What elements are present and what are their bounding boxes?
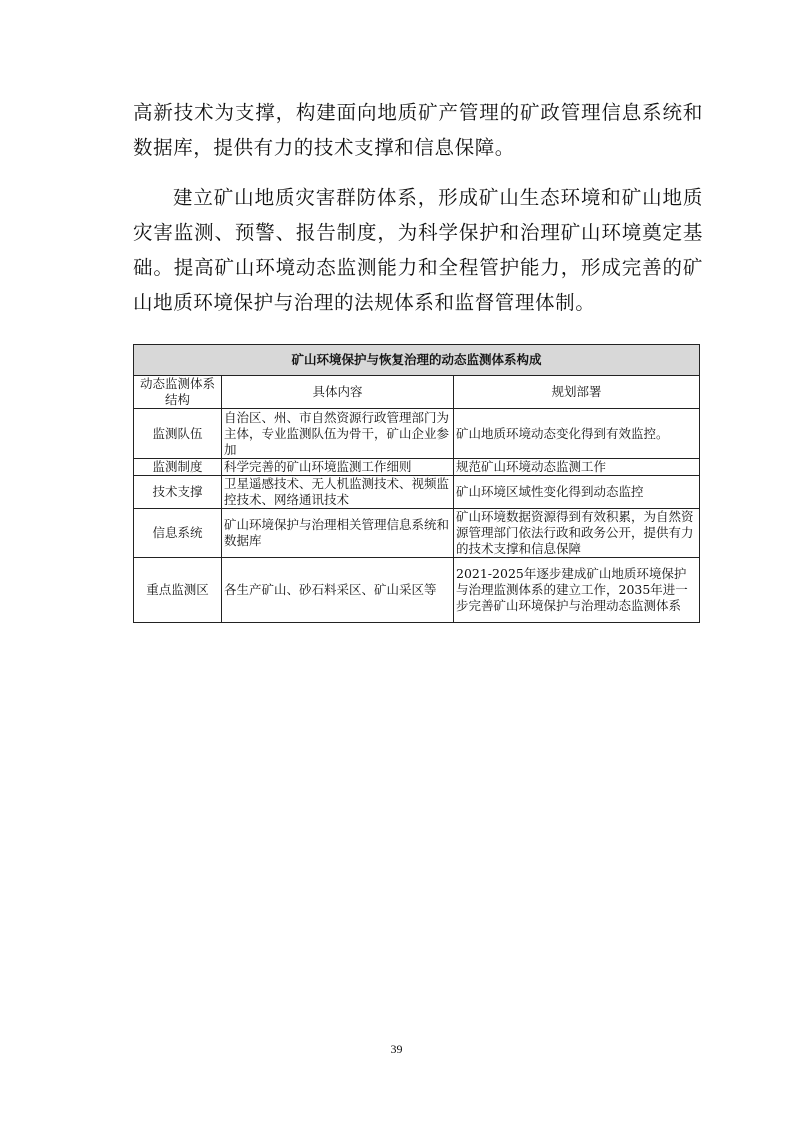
paragraph-1: 高新技术为支撑，构建面向地质矿产管理的矿政管理信息系统和数据库，提供有力的技术支撑和信息保障。 <box>133 101 703 159</box>
row-planning: 矿山地质环境动态变化得到有效监控。 <box>454 409 700 459</box>
row-content: 科学完善的矿山环境监测工作细则 <box>222 459 454 476</box>
table-row <box>134 509 700 558</box>
table-caption: 矿山环境保护与恢复治理的动态监测体系构成 <box>134 345 700 376</box>
row-label: 监测队伍 <box>134 409 222 459</box>
table-row <box>134 459 700 476</box>
row-label: 监测制度 <box>134 459 222 476</box>
row-label: 信息系统 <box>134 509 222 558</box>
row-planning: 规范矿山环境动态监测工作 <box>454 459 700 476</box>
row-content: 各生产矿山、砂石料采区、矿山采区等 <box>222 558 454 623</box>
table-header-row <box>134 376 700 409</box>
header-planning: 规划部署 <box>454 376 700 409</box>
row-planning: 2021-2025年逐步建成矿山地质环境保护与治理监测体系的建立工作，2035年进一步完善矿山环境保护与治理动态监测体系 <box>454 558 700 623</box>
table-row <box>134 476 700 509</box>
header-structure: 动态监测体系结构 <box>134 376 222 409</box>
page-number: 39 <box>390 1042 403 1056</box>
row-content: 矿山环境保护与治理相关管理信息系统和数据库 <box>222 509 454 558</box>
monitoring-system-table <box>133 344 700 623</box>
row-content: 卫星遥感技术、无人机监测技术、视频监控技术、网络通讯技术 <box>222 476 454 509</box>
paragraph-2: 建立矿山地质灾害群防体系，形成矿山生态环境和矿山地质灾害监测、预警、报告制度，为科学保护和治理矿山环境奠定基础。提高矿山环境动态监测能力和全程管护能力，形成完善的矿山地质环境保护与治理的法规体系和监督管理体制。 <box>133 186 703 314</box>
table-row <box>134 558 700 623</box>
table-row <box>134 409 700 459</box>
row-content: 自治区、州、市自然资源行政管理部门为主体，专业监测队伍为骨干，矿山企业参加 <box>222 409 454 459</box>
row-planning: 矿山环境数据资源得到有效积累，为自然资源管理部门依法行政和政务公开，提供有力的技术支撑和信息保障 <box>454 509 700 558</box>
header-content: 具体内容 <box>222 376 454 409</box>
row-planning: 矿山环境区域性变化得到动态监控 <box>454 476 700 509</box>
row-label: 技术支撑 <box>134 476 222 509</box>
row-label: 重点监测区 <box>134 558 222 623</box>
